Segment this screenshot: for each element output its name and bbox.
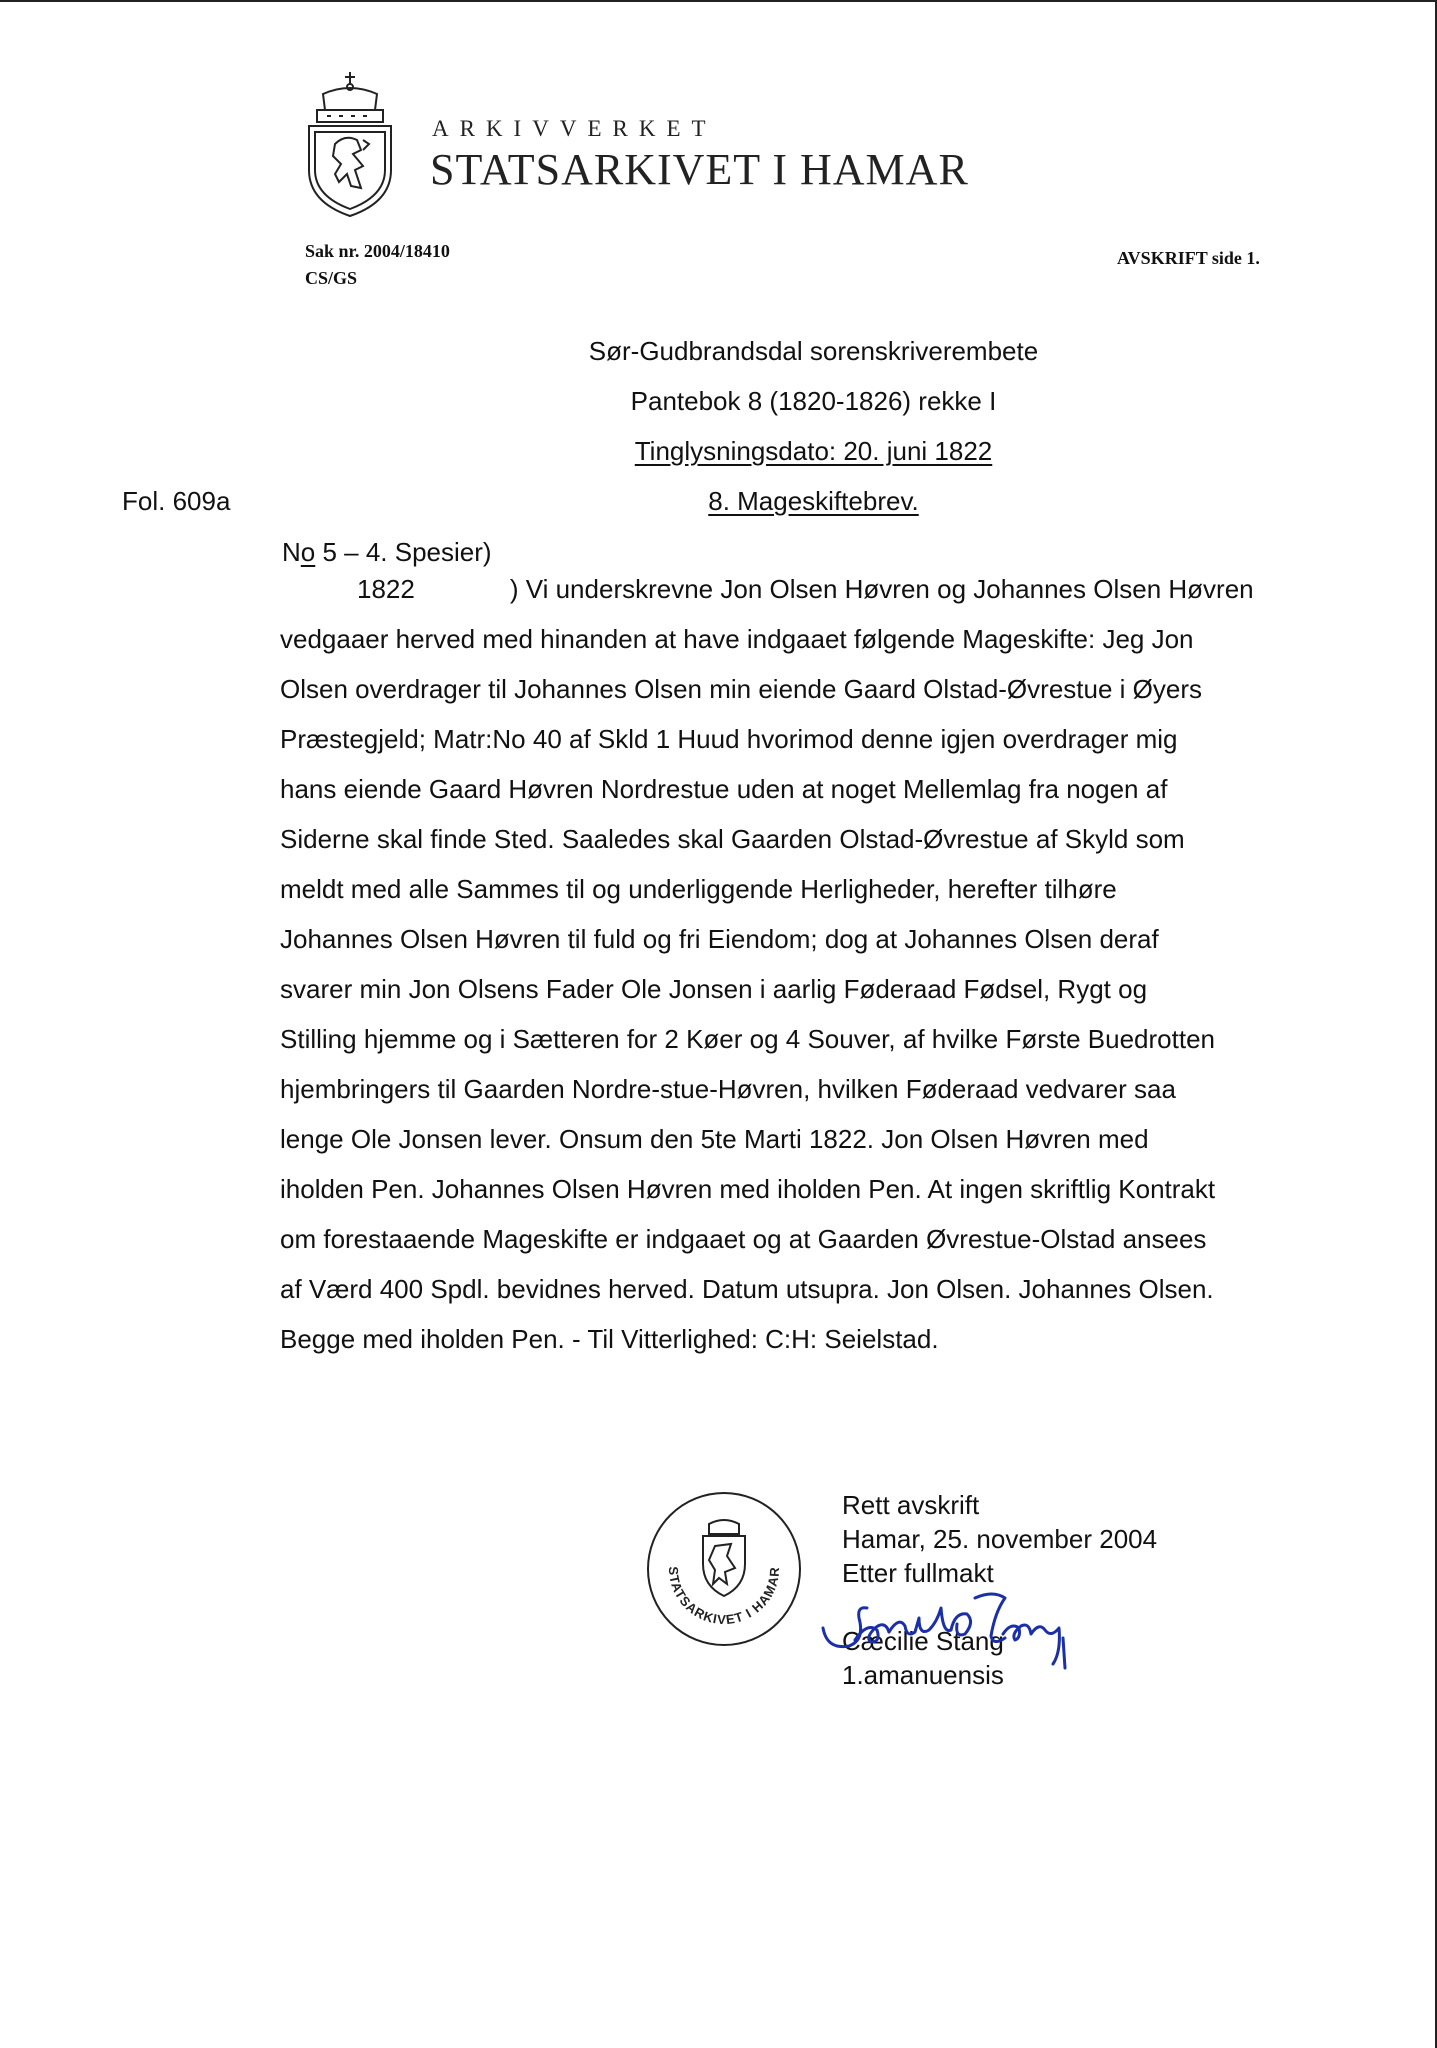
stamp-text: STATSARKIVET I HAMAR — [665, 1566, 783, 1628]
office-name: Sør-Gudbrandsdal sorenskriverembete — [588, 336, 1039, 366]
number-line — [282, 537, 492, 568]
body-line: lenge Ole Jonsen lever. Onsum den 5te Marti 1822. Jon Olsen Høvren med — [280, 1124, 1149, 1154]
year: 1822 — [357, 574, 415, 604]
body-line: om forestaaende Mageskifte er indgaaet og at Gaarden Øvrestue-Olstad ansees — [280, 1224, 1207, 1254]
scan-border-top — [0, 0, 1437, 2]
date-line — [0, 436, 1437, 467]
number-o: o — [300, 537, 316, 567]
year-line — [357, 574, 1254, 605]
authority-label: Etter fullmakt — [842, 1558, 994, 1588]
org-name-top: ARKIVVERKET — [432, 116, 717, 141]
document-title: 8. Mageskiftebrev. — [708, 486, 919, 516]
body-line: hjembringers til Gaarden Nordre-stue-Høvren, hvilken Føderaad vedvarer saa — [280, 1074, 1176, 1104]
folio-number: Fol. 609a — [122, 486, 231, 516]
body-line: svarer min Jon Olsens Fader Ole Jonsen i aarlig Føderaad Fødsel, Rygt og — [280, 974, 1148, 1004]
body-line: af Værd 400 Spdl. bevidnes herved. Datum utsupra. Jon Olsen. Johannes Olsen. — [280, 1274, 1214, 1304]
book-line — [0, 386, 1437, 417]
place-date: Hamar, 25. november 2004 — [842, 1524, 1158, 1554]
body-line: vedgaaer herved med hinanden at have indgaaet følgende Mageskifte: Jeg Jon — [280, 624, 1194, 654]
transcript-page-label: AVSKRIFT side 1. — [1117, 248, 1260, 268]
body-line: Præstegjeld; Matr:No 40 af Skld 1 Huud hvorimod denne igjen overdrager mig — [280, 724, 1178, 754]
number-rest: 5 – 4. Spesier) — [315, 537, 492, 567]
first-text-line: ) Vi underskrevne Jon Olsen Høvren og Johannes Olsen Høvren — [509, 574, 1254, 604]
registration-date: Tinglysningsdato: 20. juni 1822 — [634, 436, 993, 466]
signer-name: Cæcilie Stang — [842, 1626, 1004, 1656]
body-line: hans eiende Gaard Høvren Nordrestue uden at noget Mellemlag fra nogen af — [280, 774, 1168, 804]
certified-copy-label: Rett avskrift — [842, 1490, 980, 1520]
coat-of-arms-icon — [305, 70, 395, 218]
org-name-main: STATSARKIVET I HAMAR — [430, 145, 969, 194]
book-reference: Pantebok 8 (1820-1826) rekke I — [630, 386, 997, 416]
case-info — [305, 238, 450, 292]
body-line: Olsen overdrager til Johannes Olsen min eiende Gaard Olstad-Øvrestue i Øyers — [280, 674, 1202, 704]
case-initials: CS/GS — [305, 268, 358, 288]
body-line: Begge med iholden Pen. - Til Vitterlighed: C:H: Seielstad. — [280, 1324, 939, 1354]
handwritten-signature — [815, 1568, 1070, 1678]
body-line: meldt med alle Sammes til og underliggende Herligheder, herefter tilhøre — [280, 874, 1117, 904]
signer-title: 1.amanuensis — [842, 1660, 1004, 1690]
body-line: iholden Pen. Johannes Olsen Høvren med iholden Pen. At ingen skriftlig Kontrakt — [280, 1174, 1216, 1204]
body-line: Johannes Olsen Høvren til fuld og fri Eiendom; dog at Johannes Olsen deraf — [280, 924, 1159, 954]
official-stamp-icon — [643, 1488, 805, 1650]
body-line: Siderne skal finde Sted. Saaledes skal Gaarden Olstad-Øvrestue af Skyld som — [280, 824, 1185, 854]
body-line: Stilling hjemme og i Sætteren for 2 Køer og 4 Souver, af hvilke Første Buedrotten — [280, 1024, 1215, 1054]
number-prefix: N — [282, 537, 301, 567]
case-number: Sak nr. 2004/18410 — [305, 241, 450, 261]
office-line — [0, 336, 1437, 367]
